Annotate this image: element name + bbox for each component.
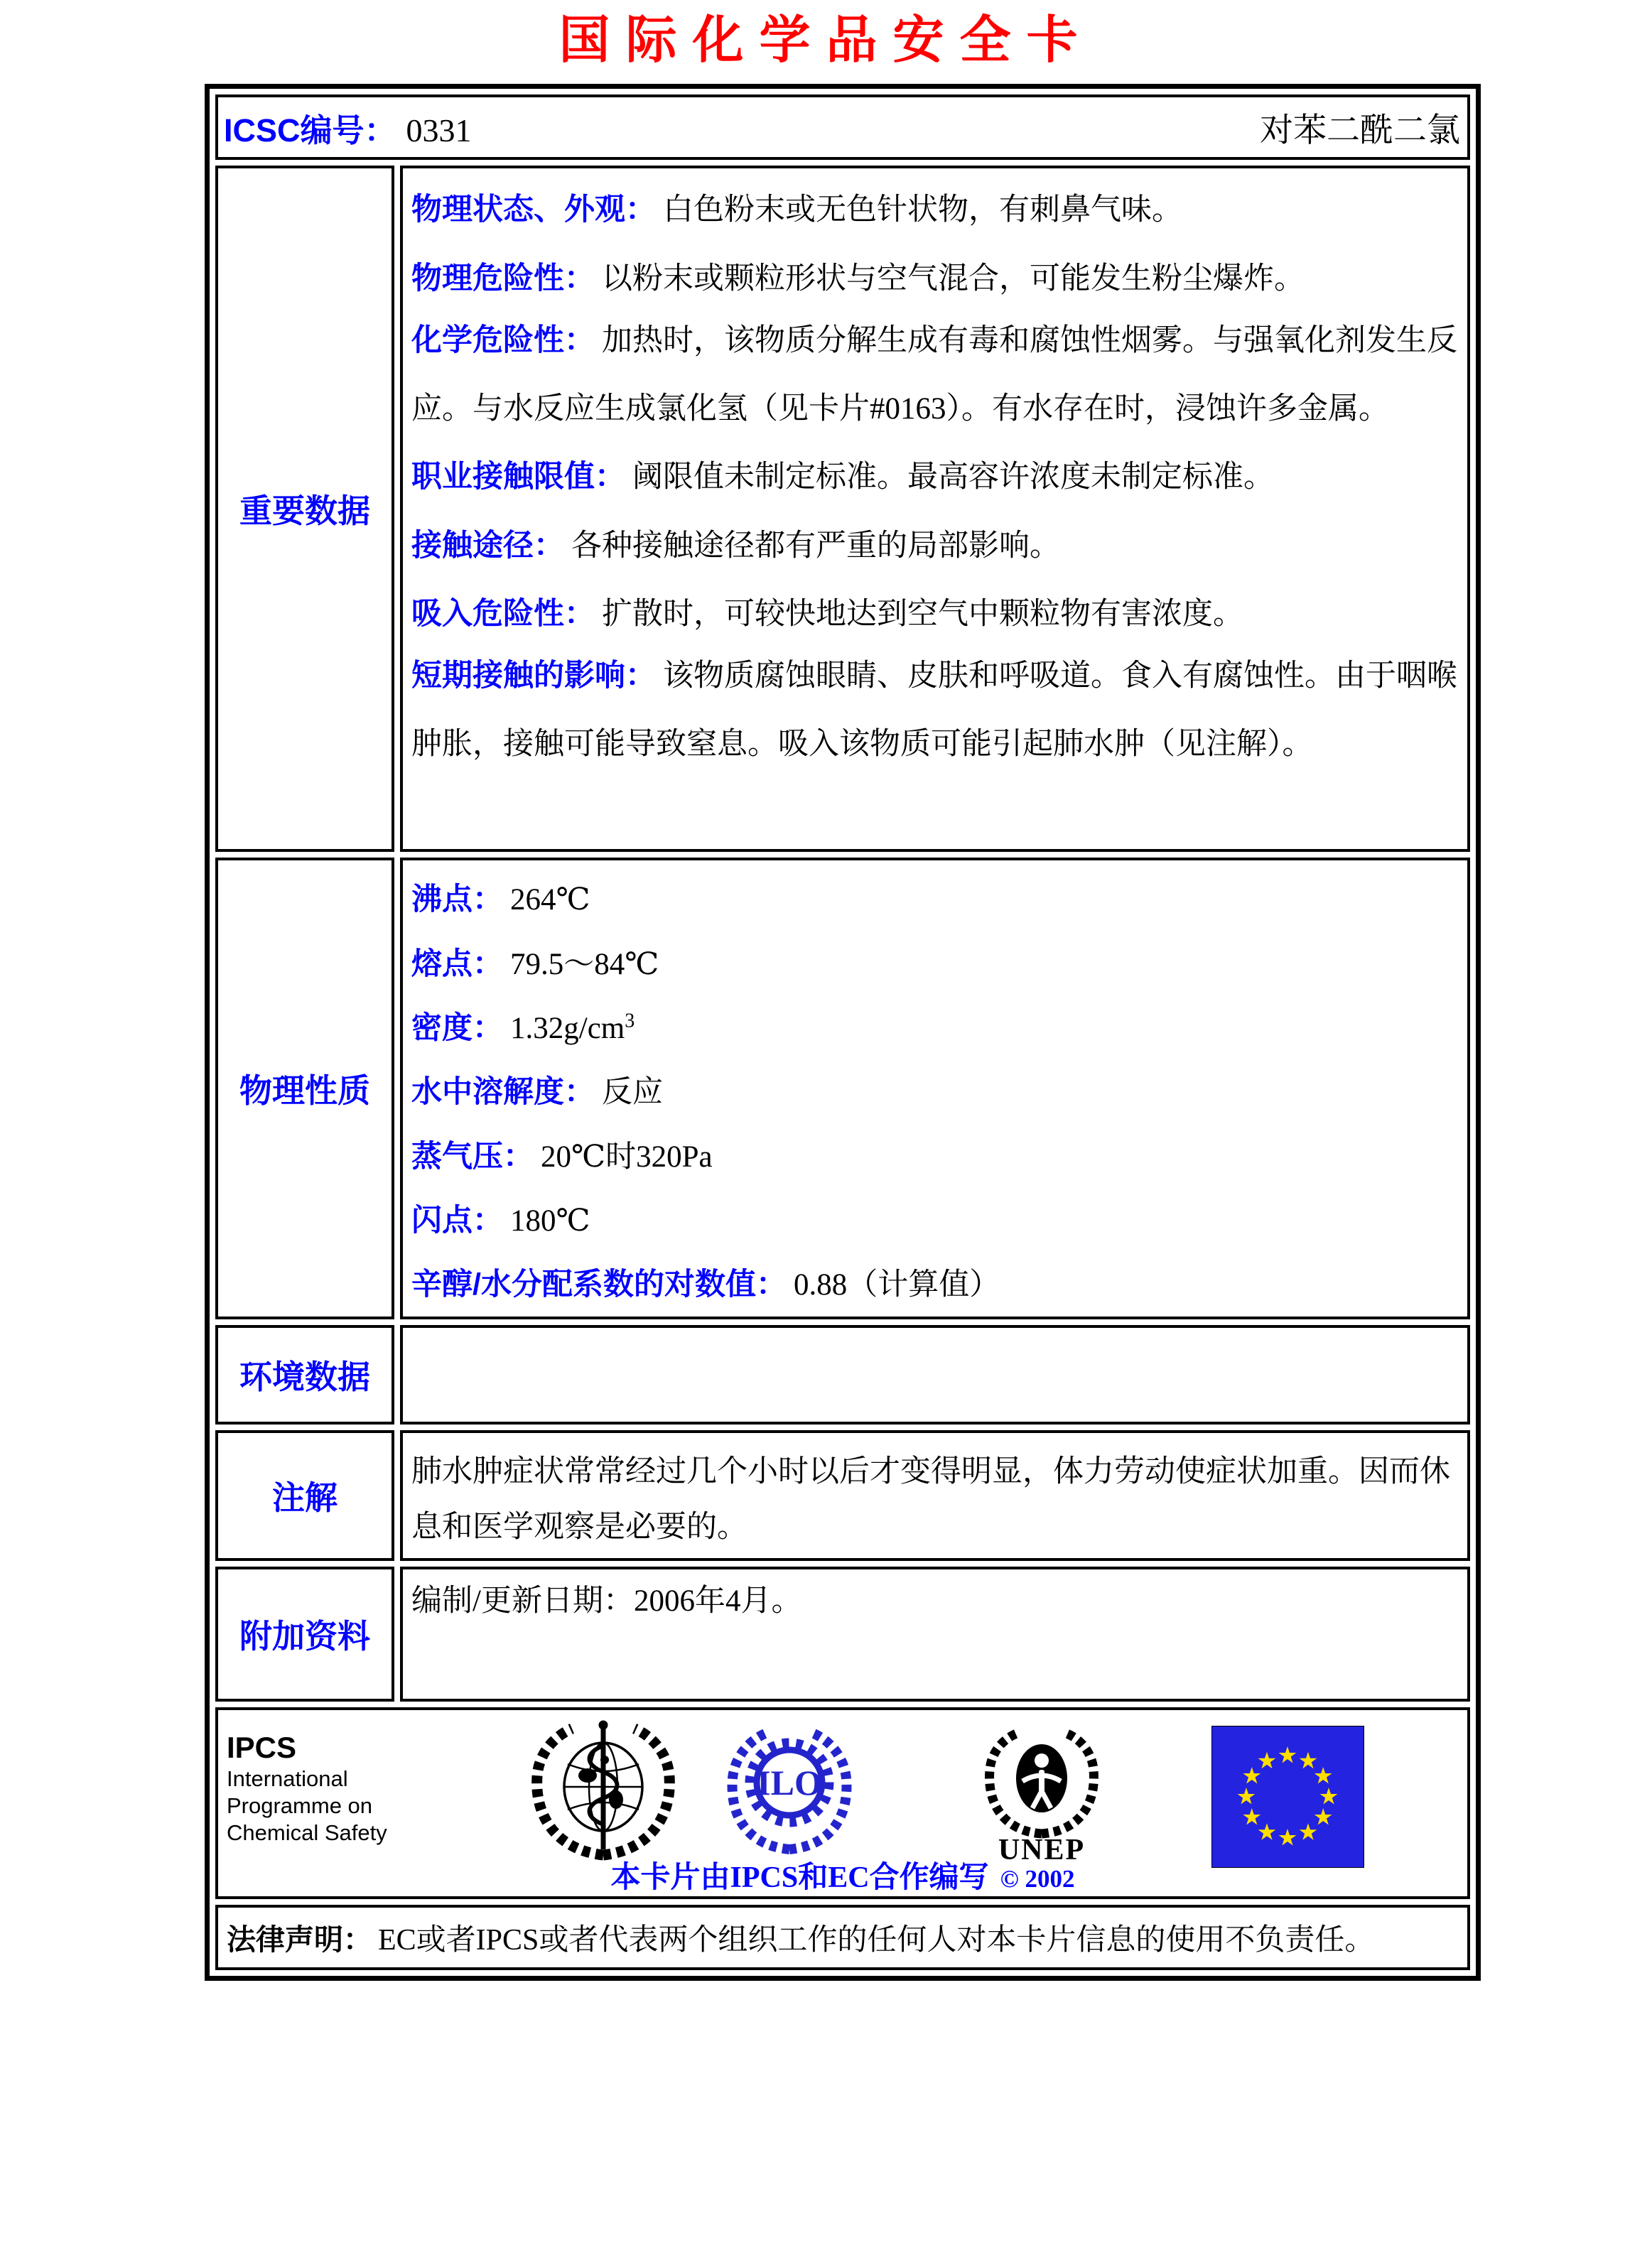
footer-row xyxy=(215,1707,1470,1899)
ilo-letters: ILO xyxy=(757,1763,822,1803)
property-entry xyxy=(411,1057,1457,1121)
page-title: 国际化学品安全卡 xyxy=(558,12,1094,69)
entry-text: 阈限值未制定标准。最高容许浓度未制定标准。 xyxy=(632,460,1274,494)
copyright-text: © 2002 xyxy=(1000,1865,1075,1893)
ipcs-abbr: IPCS xyxy=(227,1731,297,1765)
important-data-row xyxy=(215,166,1470,852)
data-entry xyxy=(411,577,1457,645)
entry-text: 79.5～84℃ xyxy=(510,947,659,981)
notes-row xyxy=(215,1430,1470,1561)
additional-info-content xyxy=(400,1567,1470,1702)
physical-properties-row xyxy=(215,858,1470,1319)
notes-text: 肺水肿症状常常经过几个小时以后才变得明显，体力劳动使症状加重。因而休息和医学观察是必要的。 xyxy=(411,1455,1450,1545)
icsc-number-group xyxy=(224,104,472,151)
entry-text: 264℃ xyxy=(510,883,590,917)
entry-label: 辛醇/水分配系数的对数值： xyxy=(411,1267,787,1302)
footer-cell xyxy=(215,1707,1470,1899)
property-entry xyxy=(411,929,1457,993)
data-entry xyxy=(411,241,1457,309)
important-data-content xyxy=(400,166,1470,852)
credit-text: 本卡片由IPCS和EC合作编写 xyxy=(610,1861,989,1895)
entry-label: 物理状态、外观： xyxy=(411,193,656,227)
chemical-name: 对苯二酰二氯 xyxy=(1260,112,1460,149)
legal-label: 法律声明： xyxy=(227,1923,372,1957)
data-entry xyxy=(411,440,1457,508)
environmental-data-row xyxy=(215,1325,1470,1425)
notes-content xyxy=(400,1430,1470,1561)
who-logo-icon xyxy=(497,1716,710,1861)
property-entry xyxy=(411,1121,1457,1185)
environmental-data-label: 环境数据 xyxy=(215,1325,394,1425)
entry-text: 180℃ xyxy=(510,1204,590,1238)
entry-label: 蒸气压： xyxy=(411,1139,534,1174)
property-entry xyxy=(411,865,1457,929)
entry-label: 闪点： xyxy=(411,1203,503,1238)
icsc-card-table xyxy=(205,84,1481,1981)
eu-flag-icon xyxy=(1211,1726,1364,1868)
notes-label: 注解 xyxy=(215,1430,394,1561)
entry-text: 以粉末或颗粒形状与空气混合，可能发生粉尘爆炸。 xyxy=(602,261,1305,296)
ipcs-line-3: Chemical Safety xyxy=(227,1820,387,1846)
entry-label: 沸点： xyxy=(411,882,503,917)
entry-text: 扩散时，可较快地达到空气中颗粒物有害浓度。 xyxy=(602,597,1243,631)
entry-label: 熔点： xyxy=(411,946,503,981)
unep-logo-icon xyxy=(959,1720,1125,1866)
ipcs-text-block xyxy=(227,1730,387,1847)
environmental-data-content xyxy=(400,1325,1470,1425)
entry-label: 物理危险性： xyxy=(411,261,595,296)
physical-properties-content xyxy=(400,858,1470,1319)
entry-text: 20℃时320Pa xyxy=(541,1140,713,1174)
logo-strip xyxy=(218,1710,1467,1866)
icsc-number-value: 0331 xyxy=(406,112,472,148)
legal-text: EC或者IPCS或者代表两个组织工作的任何人对本卡片信息的使用不负责任。 xyxy=(378,1924,1375,1957)
entry-text: 该物质腐蚀眼睛、皮肤和呼吸道。食入有腐蚀性。由于咽喉肿胀，接触可能导致窒息。吸入该物质可能引起肺水肿（见注解）。 xyxy=(411,659,1457,762)
entry-label: 职业接触限值： xyxy=(411,460,625,494)
legal-row xyxy=(215,1905,1470,1970)
physical-properties-label: 物理性质 xyxy=(215,858,394,1319)
data-entry xyxy=(411,508,1457,576)
icsc-number-label: ICSC编号： xyxy=(224,112,396,148)
data-entry xyxy=(411,173,1457,241)
property-entry xyxy=(411,1186,1457,1250)
important-data-entries xyxy=(411,173,1457,775)
data-entry xyxy=(411,310,1457,440)
entry-text: 0.88（计算值） xyxy=(793,1268,1000,1302)
entry-text: 加热时，该物质分解生成有毒和腐蚀性烟雾。与强氧化剂发生反应。与水反应生成氯化氢（见卡片#0163）。有水存在时，浸蚀许多金属。 xyxy=(411,323,1457,426)
entry-text: 反应 xyxy=(602,1076,663,1110)
ipcs-line-2: Programme on xyxy=(227,1793,373,1819)
header-row xyxy=(215,94,1470,160)
entry-text: 各种接触途径都有严重的局部影响。 xyxy=(571,529,1060,563)
ilo-logo-icon xyxy=(717,1723,863,1854)
property-entry xyxy=(411,993,1457,1057)
entry-label: 化学危险性： xyxy=(411,323,595,357)
header-cell xyxy=(215,94,1470,160)
entry-label: 短期接触的影响： xyxy=(411,658,656,693)
entry-label: 吸入危险性： xyxy=(411,596,595,631)
physical-properties-entries xyxy=(411,865,1457,1314)
entry-text: $1.32g/cm^3$ xyxy=(510,1010,635,1045)
entry-label: 水中溶解度： xyxy=(411,1075,595,1110)
ipcs-line-1: International xyxy=(227,1766,348,1792)
entry-text: 白色粉末或无色针状物，有刺鼻气味。 xyxy=(663,193,1182,227)
icsc-page xyxy=(0,10,1652,2265)
data-entry xyxy=(411,645,1457,775)
additional-info-row xyxy=(215,1567,1470,1702)
entry-label: 接触途径： xyxy=(411,528,564,563)
legal-cell xyxy=(215,1905,1470,1970)
unep-letters: UNEP xyxy=(998,1834,1086,1866)
important-data-label: 重要数据 xyxy=(215,166,394,852)
entry-label: 密度： xyxy=(411,1010,503,1045)
property-entry xyxy=(411,1250,1457,1314)
additional-info-label: 附加资料 xyxy=(215,1567,394,1702)
additional-info-text: 编制/更新日期：2006年4月。 xyxy=(411,1584,802,1618)
